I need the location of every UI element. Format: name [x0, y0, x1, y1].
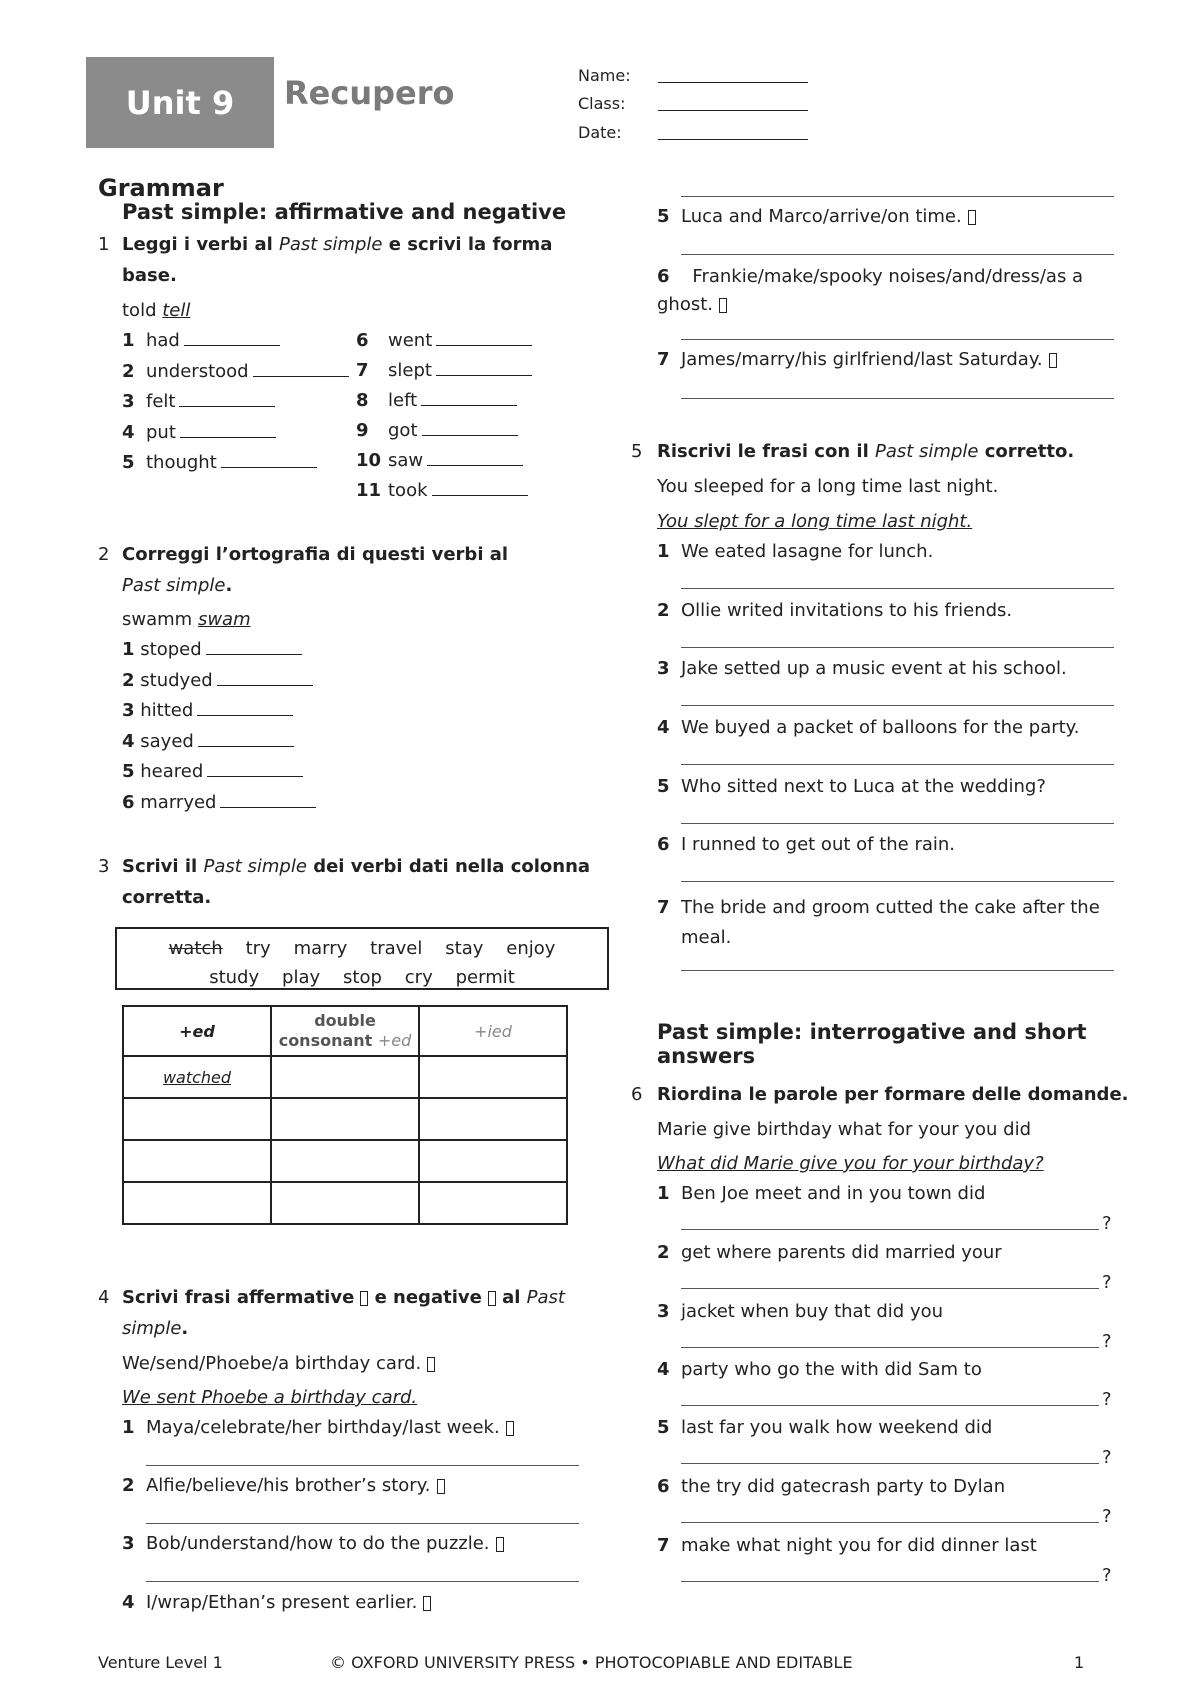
answer-line[interactable] — [681, 764, 1114, 765]
cross-box-icon — [1049, 353, 1057, 368]
section-subheading: Past simple: affirmative and negative — [122, 200, 567, 224]
list-item: 4 put — [122, 422, 349, 453]
table-cell[interactable] — [123, 1098, 271, 1140]
list-item: 1 Maya/celebrate/her birthday/last week. — [122, 1417, 514, 1438]
cross-box-icon — [437, 1479, 445, 1494]
question-mark: ? — [1102, 1213, 1112, 1234]
list-item: 4 I/wrap/Ethan’s present earlier. — [122, 1592, 431, 1613]
example-answer: You slept for a long time last night. — [657, 511, 973, 532]
answer-blank[interactable] — [427, 465, 523, 466]
example: You sleeped for a long time last night. — [657, 476, 999, 497]
footer-course: Venture Level 1 — [98, 1653, 223, 1672]
unit-label: Unit 9 — [125, 83, 235, 122]
page-number: 1 — [1074, 1653, 1085, 1672]
list-item: 2 Alfie/believe/his brother’s story. — [122, 1475, 445, 1496]
class-line — [658, 110, 808, 111]
answer-line[interactable] — [681, 339, 1114, 340]
answer-line[interactable] — [681, 1522, 1099, 1523]
list-item: 2 understood — [122, 361, 349, 392]
answer-blank[interactable] — [180, 437, 276, 438]
question-number: 1 — [98, 234, 110, 255]
tick-box-icon — [968, 210, 976, 225]
answer-blank[interactable] — [206, 654, 302, 655]
q1-left-list — [122, 330, 349, 483]
question-number: 2 — [98, 544, 110, 565]
list-item: 6 I runned to get out of the rain. — [657, 834, 956, 855]
q2-list — [122, 639, 316, 822]
list-item: 6 marryed — [122, 792, 316, 823]
question-mark: ? — [1102, 1447, 1112, 1468]
answer-table — [122, 1005, 568, 1225]
list-item: 5 Who sitted next to Luca at the wedding? — [657, 776, 1046, 797]
answer-line[interactable] — [681, 1463, 1099, 1464]
list-item: 1 stoped — [122, 639, 316, 670]
question-4-instruction: Scrivi frasi affermative e negative al Past simple. — [122, 1287, 565, 1339]
list-item: 11 took — [356, 480, 532, 510]
list-item: 1 Ben Joe meet and in you town did — [657, 1183, 986, 1204]
list-item: 1 had — [122, 330, 349, 361]
question-mark: ? — [1102, 1389, 1112, 1410]
answer-blank[interactable] — [436, 375, 532, 376]
tick-box-icon — [427, 1357, 435, 1372]
table-cell[interactable] — [271, 1182, 419, 1224]
cross-box-icon — [719, 298, 727, 313]
answer-line[interactable] — [681, 1347, 1099, 1348]
list-item: 7 The bride and groom cutted the cake after the meal. — [657, 897, 1100, 948]
list-item: 4 We buyed a packet of balloons for the party. — [657, 717, 1080, 738]
answer-blank[interactable] — [217, 685, 313, 686]
list-item: 3 hitted — [122, 700, 316, 731]
answer-line[interactable] — [681, 647, 1114, 648]
question-2-instruction: Correggi l’ortografia di questi verbi al Past simple. — [122, 544, 509, 596]
word-line-2: study play stop cry permit — [209, 967, 515, 988]
list-item: 2 Ollie writed invitations to his friends. — [657, 600, 1013, 621]
name-line — [658, 82, 808, 83]
list-item: 3 jacket when buy that did you — [657, 1301, 944, 1322]
question-3-instruction: Scrivi il Past simple dei verbi dati nella colonna corretta. — [122, 856, 591, 908]
answer-line[interactable] — [681, 1288, 1099, 1289]
answer-line[interactable] — [681, 823, 1114, 824]
list-item: 3 felt — [122, 391, 349, 422]
table-cell[interactable] — [123, 1182, 271, 1224]
example: We/send/Phoebe/a birthday card. — [122, 1353, 435, 1374]
list-item: 6 the try did gatecrash party to Dylan — [657, 1476, 1006, 1497]
table-cell[interactable]: watched — [123, 1056, 271, 1098]
answer-blank[interactable] — [184, 345, 280, 346]
answer-line[interactable] — [681, 1581, 1099, 1582]
cross-box-icon — [488, 1291, 496, 1306]
answer-line[interactable] — [681, 398, 1114, 399]
list-item: 5 heared — [122, 761, 316, 792]
example: swamm swam — [122, 609, 251, 630]
answer-line[interactable] — [681, 196, 1114, 197]
list-item: 2 get where parents did married your — [657, 1242, 1002, 1263]
question-mark: ? — [1102, 1331, 1112, 1352]
q1-right-list — [356, 330, 532, 510]
date-label: Date: — [578, 123, 622, 142]
question-mark: ? — [1102, 1565, 1112, 1586]
answer-line[interactable] — [681, 705, 1114, 706]
cross-box-icon — [423, 1596, 431, 1611]
list-item: 9 got — [356, 420, 532, 450]
list-item: 7 slept — [356, 360, 532, 390]
example-answer: What did Marie give you for your birthday? — [657, 1153, 1044, 1174]
answer-blank[interactable] — [221, 467, 317, 468]
example: Marie give birthday what for your you did — [657, 1119, 1032, 1140]
answer-line[interactable] — [146, 1523, 579, 1524]
section-heading: Grammar — [98, 174, 224, 202]
column-header: +ied — [419, 1006, 567, 1056]
page-title: Recupero — [284, 74, 455, 112]
name-label: Name: — [578, 66, 631, 85]
answer-blank[interactable] — [436, 345, 532, 346]
answer-blank[interactable] — [421, 405, 517, 406]
footer-copyright: © OXFORD UNIVERSITY PRESS • PHOTOCOPIABLE AND EDITABLE — [330, 1653, 853, 1672]
answer-blank[interactable] — [198, 746, 294, 747]
list-item: 4 party who go the with did Sam to — [657, 1359, 982, 1380]
answer-line[interactable] — [681, 881, 1114, 882]
answer-blank[interactable] — [220, 807, 316, 808]
list-item: 4 sayed — [122, 731, 316, 762]
answer-line[interactable] — [681, 1229, 1099, 1230]
question-6-instruction: Riordina le parole per formare delle domande. — [657, 1084, 1129, 1105]
date-line — [658, 139, 808, 140]
table-cell[interactable] — [123, 1140, 271, 1182]
list-item: 8 left — [356, 390, 532, 420]
answer-blank[interactable] — [197, 715, 293, 716]
table-cell[interactable] — [419, 1056, 567, 1098]
example-answer: We sent Phoebe a birthday card. — [122, 1387, 418, 1408]
question-mark: ? — [1102, 1272, 1112, 1293]
list-item: 10 saw — [356, 450, 532, 480]
question-1-instruction: Leggi i verbi al Past simple e scrivi la forma base. — [122, 234, 553, 286]
answer-line[interactable] — [146, 1465, 579, 1466]
list-item: 6 went — [356, 330, 532, 360]
answer-line[interactable] — [681, 1405, 1099, 1406]
answer-line[interactable] — [681, 588, 1114, 589]
answer-line[interactable] — [146, 1581, 579, 1582]
question-number: 3 — [98, 856, 110, 877]
word-box — [115, 927, 609, 990]
table-cell[interactable] — [419, 1182, 567, 1224]
list-item: 3 Jake setted up a music event at his school. — [657, 658, 1067, 679]
cross-box-icon — [496, 1537, 504, 1552]
list-item: 5 Luca and Marco/arrive/on time. — [657, 206, 976, 227]
table-cell[interactable] — [271, 1056, 419, 1098]
list-item: 3 Bob/understand/how to do the puzzle. — [122, 1533, 504, 1554]
answer-line[interactable] — [681, 254, 1114, 255]
column-header: double consonant +ed — [271, 1006, 419, 1056]
table-cell[interactable] — [271, 1098, 419, 1140]
list-item: 1 We eated lasagne for lunch. — [657, 541, 934, 562]
class-label: Class: — [578, 94, 626, 113]
answer-blank[interactable] — [207, 776, 303, 777]
question-number: 4 — [98, 1287, 110, 1308]
answer-blank[interactable] — [179, 406, 275, 407]
table-cell[interactable] — [419, 1098, 567, 1140]
question-5-instruction: Riscrivi le frasi con il Past simple corretto. — [657, 441, 1075, 462]
list-item: 5 thought — [122, 452, 349, 483]
tick-box-icon — [506, 1421, 514, 1436]
table-cell[interactable] — [271, 1140, 419, 1182]
answer-blank[interactable] — [253, 376, 349, 377]
answer-blank[interactable] — [432, 495, 528, 496]
section-subheading: Past simple: interrogative and short answers — [657, 1020, 1087, 1068]
list-item: 6 Frankie/make/spooky noises/and/dress/as a ghost. — [657, 266, 1084, 315]
column-header: +ed — [123, 1006, 271, 1056]
list-item: 5 last far you walk how weekend did — [657, 1417, 993, 1438]
list-item: 7 James/marry/his girlfriend/last Saturday. — [657, 349, 1057, 370]
list-item: 7 make what night you for did dinner last — [657, 1535, 1037, 1556]
question-mark: ? — [1102, 1506, 1112, 1527]
question-number: 5 — [631, 441, 643, 462]
question-number: 6 — [631, 1084, 643, 1105]
list-item: 2 studyed — [122, 670, 316, 701]
word-line-1: watch try marry travel stay enjoy — [168, 938, 556, 959]
example: told tell — [122, 300, 191, 321]
table-cell[interactable] — [419, 1140, 567, 1182]
answer-blank[interactable] — [422, 435, 518, 436]
unit-badge — [86, 57, 274, 148]
answer-line[interactable] — [681, 970, 1114, 971]
